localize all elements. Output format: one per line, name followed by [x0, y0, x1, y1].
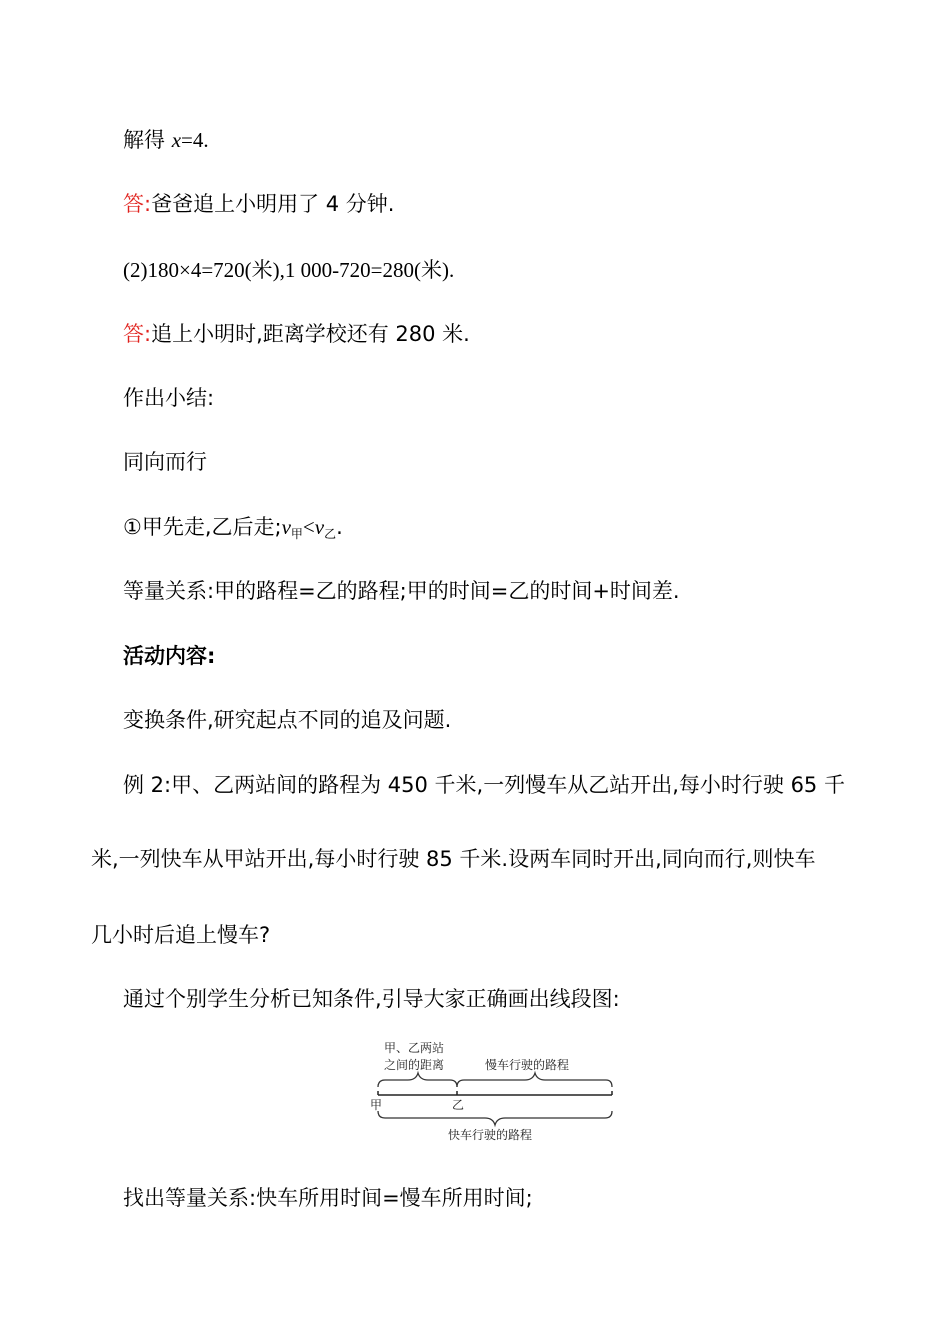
segment-diagram: [360, 1036, 620, 1146]
station-a-label: 甲: [370, 1098, 383, 1112]
calc-line: (2)180×4=720(米),1 000-720=280(米).: [123, 258, 455, 282]
solution-value: =4.: [181, 128, 209, 152]
answer-label: 答:: [123, 192, 152, 216]
equation-setup: 找出等量关系:快车所用时间=慢车所用时间;: [123, 1186, 533, 1210]
slow-train-brace: [457, 1073, 612, 1087]
same-direction-heading: 同向而行: [123, 450, 207, 474]
answer-text: 爸爸追上小明用了 4 分钟.: [151, 192, 395, 216]
guidance-line: 通过个别学生分析已知条件,引导大家正确画出线段图:: [123, 987, 620, 1011]
distance-label-line1: 甲、乙两站: [384, 1041, 445, 1055]
answer-label: 答:: [123, 322, 152, 346]
summary-heading: 作出小结:: [123, 386, 215, 410]
activity-content: 变换条件,研究起点不同的追及问题.: [123, 708, 452, 732]
distance-brace: [378, 1073, 457, 1087]
example-line-3: 几小时后追上慢车?: [91, 923, 271, 947]
fast-train-brace: [378, 1111, 612, 1125]
example-line-1: 例 2:甲、乙两站间的路程为 450 千米,一列慢车从乙站开出,每小时行驶 65 千: [123, 773, 845, 797]
activity-heading: 活动内容:: [123, 644, 216, 668]
case-text: ①甲先走,乙后走;: [123, 515, 282, 539]
answer-text: 追上小明时,距离学校还有 280 米.: [151, 322, 470, 346]
answer-line-2: [123, 320, 470, 348]
velocity-symbol: v: [314, 515, 325, 539]
example-line-2: 米,一列快车从甲站开出,每小时行驶 85 千米.设两车同时开出,同向而行,则快车: [91, 847, 816, 871]
variable-x: x: [171, 128, 182, 152]
case-line: [123, 513, 343, 548]
velocity-subscript: 乙: [324, 527, 337, 541]
answer-line-1: [123, 190, 394, 218]
velocity-subscript: 甲: [290, 527, 303, 541]
solution-line: [123, 126, 209, 154]
station-b-label: 乙: [452, 1098, 465, 1112]
period: .: [336, 515, 343, 539]
solution-prefix: 解得: [123, 128, 172, 152]
velocity-symbol: v: [281, 515, 291, 539]
distance-label-line2: 之间的距离: [384, 1058, 445, 1072]
fast-train-label: 快车行驶的路程: [448, 1128, 533, 1142]
less-than-sign: <: [302, 515, 315, 539]
slow-train-label: 慢车行驶的路程: [485, 1058, 570, 1072]
equivalence-relation: 等量关系:甲的路程=乙的路程;甲的时间=乙的时间+时间差.: [123, 579, 680, 603]
